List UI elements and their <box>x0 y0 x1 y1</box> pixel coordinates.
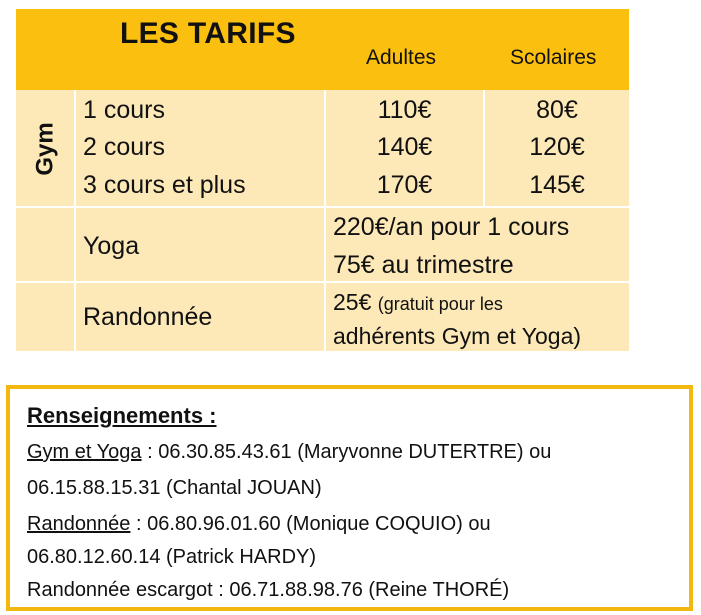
yoga-price-line-1: 220€/an pour 1 cours <box>333 213 570 241</box>
grid-line <box>74 90 76 351</box>
contact-gym-yoga-label: Gym et Yoga <box>27 441 142 463</box>
contact-box <box>6 385 693 611</box>
randonnee-price-note-2: adhérents Gym et Yoga) <box>333 323 582 349</box>
table-header <box>16 9 629 90</box>
contact-gym-yoga-text: : 06.30.85.43.61 (Maryvonne DUTERTRE) ou <box>141 441 552 463</box>
grid-line <box>16 206 629 208</box>
contact-escargot: Randonnée escargot : 06.71.88.98.76 (Reine THORÉ) <box>27 579 510 601</box>
contact-randonnee-line-2: 06.80.12.60.14 (Patrick HARDY) <box>27 546 317 568</box>
contact-randonnee <box>27 513 491 536</box>
gym-row-3-label: 3 cours et plus <box>83 171 246 199</box>
gym-row-2-adultes: 140€ <box>376 133 433 161</box>
contact-randonnee-text: : 06.80.96.01.60 (Monique COQUIO) ou <box>130 513 491 535</box>
contact-randonnee-label: Randonnée <box>27 513 131 535</box>
table-title: LES TARIFS <box>120 17 296 50</box>
column-header-scolaires: Scolaires <box>510 46 597 69</box>
contact-gym-yoga <box>27 441 551 464</box>
gym-row-label: Gym <box>32 122 60 176</box>
gym-row-2-label: 2 cours <box>83 133 165 161</box>
contact-heading: Renseignements : <box>27 403 217 428</box>
grid-line <box>16 281 629 283</box>
tarifs-table <box>16 9 629 351</box>
yoga-price-line-2: 75€ au trimestre <box>333 251 514 279</box>
gym-row-1-scolaires: 80€ <box>536 96 578 124</box>
contact-gym-yoga-line-2: 06.15.88.15.31 (Chantal JOUAN) <box>27 477 322 499</box>
randonnee-row-label: Randonnée <box>83 303 213 331</box>
gym-row-3-scolaires: 145€ <box>529 171 585 199</box>
column-header-adultes: Adultes <box>366 46 437 69</box>
yoga-row-label: Yoga <box>83 232 140 260</box>
gym-row-3-adultes: 170€ <box>376 171 433 199</box>
randonnee-price-note-1: (gratuit pour les <box>377 294 503 314</box>
gym-row-1-label: 1 cours <box>83 96 165 124</box>
randonnee-price-value: 25€ <box>333 289 372 315</box>
gym-row-2-scolaires: 120€ <box>529 133 585 161</box>
randonnee-price <box>333 287 503 319</box>
gym-row-1-adultes: 110€ <box>377 96 432 124</box>
